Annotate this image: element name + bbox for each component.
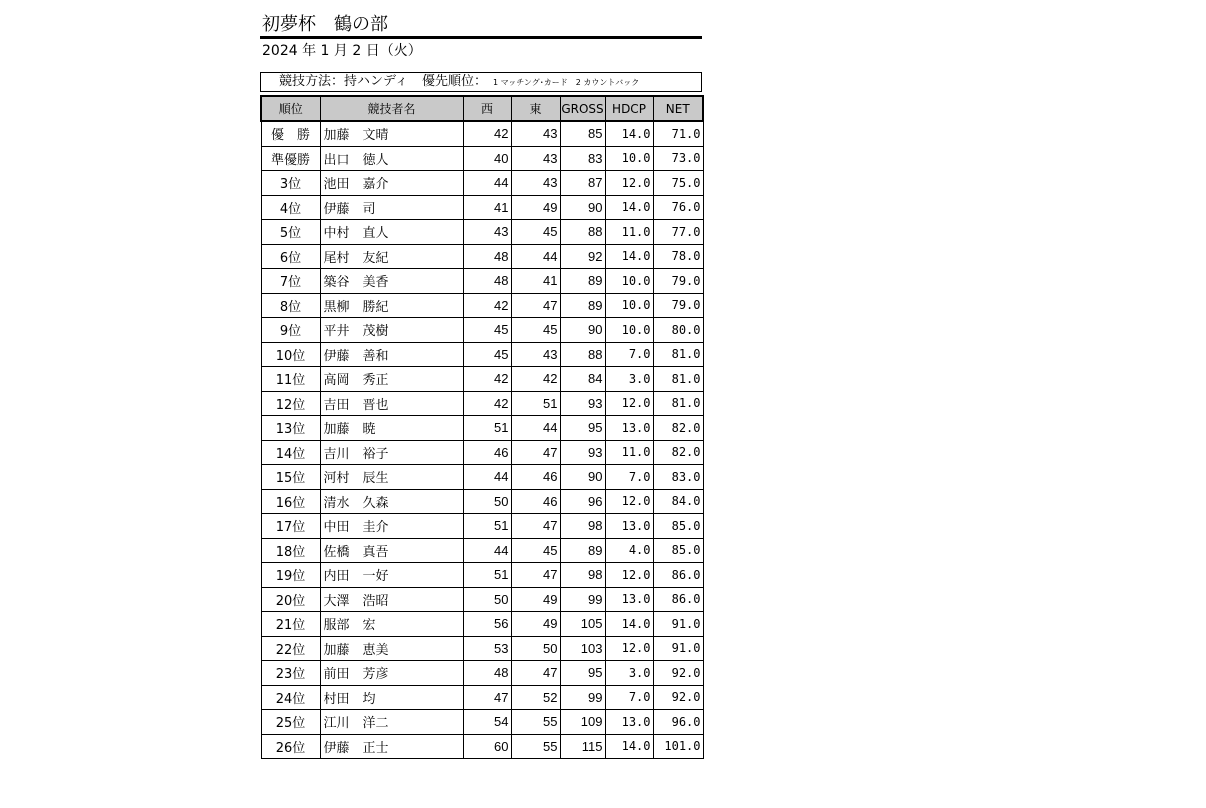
rank-cell: 11位: [261, 367, 320, 392]
header-net: NET: [653, 96, 703, 121]
gross-score-cell: 90: [560, 318, 605, 343]
east-score-cell: 47: [511, 293, 560, 318]
net-score-cell: 91.0: [653, 612, 703, 637]
west-score-cell: 44: [463, 171, 511, 196]
west-score-cell: 44: [463, 538, 511, 563]
table-row: [261, 612, 703, 637]
table-row: [261, 710, 703, 735]
gross-score-cell: 93: [560, 440, 605, 465]
handicap-cell: 3.0: [605, 661, 653, 686]
table-row: [261, 587, 703, 612]
net-score-cell: 81.0: [653, 391, 703, 416]
table-row: [261, 391, 703, 416]
net-score-cell: 79.0: [653, 293, 703, 318]
table-row: [261, 146, 703, 171]
west-score-cell: 53: [463, 636, 511, 661]
name-cell: 大澤 浩昭: [320, 587, 463, 612]
handicap-cell: 13.0: [605, 587, 653, 612]
east-score-cell: 42: [511, 367, 560, 392]
table-row: [261, 367, 703, 392]
rank-cell: 3位: [261, 171, 320, 196]
name-cell: 前田 芳彦: [320, 661, 463, 686]
rank-cell: 18位: [261, 538, 320, 563]
handicap-cell: 14.0: [605, 244, 653, 269]
handicap-cell: 11.0: [605, 440, 653, 465]
net-score-cell: 80.0: [653, 318, 703, 343]
table-row: [261, 121, 703, 146]
west-score-cell: 45: [463, 342, 511, 367]
name-cell: 加藤 暁: [320, 416, 463, 441]
gross-score-cell: 95: [560, 416, 605, 441]
net-score-cell: 79.0: [653, 269, 703, 294]
gross-score-cell: 90: [560, 195, 605, 220]
net-score-cell: 84.0: [653, 489, 703, 514]
table-row: [261, 269, 703, 294]
east-score-cell: 43: [511, 342, 560, 367]
east-score-cell: 49: [511, 612, 560, 637]
net-score-cell: 86.0: [653, 563, 703, 588]
west-score-cell: 40: [463, 146, 511, 171]
table-row: [261, 342, 703, 367]
west-score-cell: 47: [463, 685, 511, 710]
gross-score-cell: 95: [560, 661, 605, 686]
west-score-cell: 48: [463, 244, 511, 269]
rank-cell: 13位: [261, 416, 320, 441]
page-title: 初夢杯 鶴の部: [260, 14, 702, 39]
name-cell: 加藤 文晴: [320, 121, 463, 146]
gross-score-cell: 115: [560, 734, 605, 759]
west-score-cell: 42: [463, 367, 511, 392]
table-row: [261, 416, 703, 441]
results-sheet: [260, 14, 702, 759]
east-score-cell: 44: [511, 244, 560, 269]
net-score-cell: 71.0: [653, 121, 703, 146]
table-row: [261, 563, 703, 588]
west-score-cell: 42: [463, 293, 511, 318]
east-score-cell: 44: [511, 416, 560, 441]
rank-cell: 19位: [261, 563, 320, 588]
name-cell: 村田 均: [320, 685, 463, 710]
west-score-cell: 48: [463, 269, 511, 294]
handicap-cell: 7.0: [605, 342, 653, 367]
rank-cell: 20位: [261, 587, 320, 612]
net-score-cell: 85.0: [653, 514, 703, 539]
east-score-cell: 43: [511, 171, 560, 196]
rank-cell: 22位: [261, 636, 320, 661]
header-gross: GROSS: [560, 96, 605, 121]
handicap-cell: 13.0: [605, 710, 653, 735]
net-score-cell: 101.0: [653, 734, 703, 759]
east-score-cell: 47: [511, 440, 560, 465]
gross-score-cell: 99: [560, 685, 605, 710]
net-score-cell: 81.0: [653, 342, 703, 367]
gross-score-cell: 89: [560, 293, 605, 318]
name-cell: 平井 茂樹: [320, 318, 463, 343]
net-score-cell: 82.0: [653, 440, 703, 465]
method-label: 競技方法：持ハンディ: [279, 74, 408, 89]
net-score-cell: 82.0: [653, 416, 703, 441]
east-score-cell: 47: [511, 514, 560, 539]
rank-cell: 6位: [261, 244, 320, 269]
name-cell: 池田 嘉介: [320, 171, 463, 196]
rank-cell: 21位: [261, 612, 320, 637]
net-score-cell: 92.0: [653, 685, 703, 710]
handicap-cell: 7.0: [605, 685, 653, 710]
header-west: 西: [463, 96, 511, 121]
east-score-cell: 50: [511, 636, 560, 661]
gross-score-cell: 84: [560, 367, 605, 392]
gross-score-cell: 99: [560, 587, 605, 612]
west-score-cell: 46: [463, 440, 511, 465]
east-score-cell: 49: [511, 587, 560, 612]
handicap-cell: 14.0: [605, 195, 653, 220]
name-cell: 築谷 美香: [320, 269, 463, 294]
rank-cell: 優 勝: [261, 121, 320, 146]
rank-cell: 16位: [261, 489, 320, 514]
header-rank: 順位: [261, 96, 320, 121]
west-score-cell: 51: [463, 514, 511, 539]
handicap-cell: 12.0: [605, 489, 653, 514]
gross-score-cell: 105: [560, 612, 605, 637]
net-score-cell: 73.0: [653, 146, 703, 171]
rank-cell: 24位: [261, 685, 320, 710]
name-cell: 吉田 晋也: [320, 391, 463, 416]
east-score-cell: 45: [511, 318, 560, 343]
priority-label: 優先順位：: [421, 74, 487, 89]
table-row: [261, 220, 703, 245]
gross-score-cell: 83: [560, 146, 605, 171]
net-score-cell: 91.0: [653, 636, 703, 661]
west-score-cell: 43: [463, 220, 511, 245]
table-row: [261, 636, 703, 661]
table-row: [261, 661, 703, 686]
east-score-cell: 51: [511, 391, 560, 416]
handicap-cell: 7.0: [605, 465, 653, 490]
net-score-cell: 85.0: [653, 538, 703, 563]
table-row: [261, 734, 703, 759]
rank-cell: 10位: [261, 342, 320, 367]
rank-cell: 4位: [261, 195, 320, 220]
west-score-cell: 50: [463, 587, 511, 612]
name-cell: 内田 一好: [320, 563, 463, 588]
rank-cell: 15位: [261, 465, 320, 490]
table-row: [261, 293, 703, 318]
table-row: [261, 244, 703, 269]
table-row: [261, 489, 703, 514]
name-cell: 伊藤 正士: [320, 734, 463, 759]
handicap-cell: 14.0: [605, 734, 653, 759]
east-score-cell: 45: [511, 538, 560, 563]
east-score-cell: 55: [511, 734, 560, 759]
gross-score-cell: 88: [560, 342, 605, 367]
gross-score-cell: 88: [560, 220, 605, 245]
name-cell: 黒柳 勝紀: [320, 293, 463, 318]
gross-score-cell: 85: [560, 121, 605, 146]
east-score-cell: 43: [511, 146, 560, 171]
net-score-cell: 75.0: [653, 171, 703, 196]
rank-cell: 25位: [261, 710, 320, 735]
west-score-cell: 44: [463, 465, 511, 490]
gross-score-cell: 103: [560, 636, 605, 661]
east-score-cell: 52: [511, 685, 560, 710]
east-score-cell: 41: [511, 269, 560, 294]
name-cell: 加藤 恵美: [320, 636, 463, 661]
net-score-cell: 76.0: [653, 195, 703, 220]
handicap-cell: 12.0: [605, 636, 653, 661]
east-score-cell: 46: [511, 465, 560, 490]
west-score-cell: 51: [463, 416, 511, 441]
west-score-cell: 51: [463, 563, 511, 588]
header-hdcp: HDCP: [605, 96, 653, 121]
handicap-cell: 10.0: [605, 293, 653, 318]
handicap-cell: 12.0: [605, 171, 653, 196]
priority-items: 1 マッチング･カード 2 カウントバック: [492, 78, 640, 87]
net-score-cell: 96.0: [653, 710, 703, 735]
rank-cell: 17位: [261, 514, 320, 539]
name-cell: 河村 辰生: [320, 465, 463, 490]
results-table: [260, 95, 704, 759]
west-score-cell: 45: [463, 318, 511, 343]
rank-cell: 7位: [261, 269, 320, 294]
gross-score-cell: 109: [560, 710, 605, 735]
west-score-cell: 56: [463, 612, 511, 637]
table-row: [261, 195, 703, 220]
handicap-cell: 14.0: [605, 121, 653, 146]
gross-score-cell: 89: [560, 538, 605, 563]
name-cell: 江川 洋二: [320, 710, 463, 735]
name-cell: 中田 圭介: [320, 514, 463, 539]
handicap-cell: 12.0: [605, 563, 653, 588]
gross-score-cell: 87: [560, 171, 605, 196]
table-row: [261, 465, 703, 490]
table-row: [261, 538, 703, 563]
gross-score-cell: 98: [560, 563, 605, 588]
east-score-cell: 47: [511, 563, 560, 588]
rank-cell: 8位: [261, 293, 320, 318]
rank-cell: 5位: [261, 220, 320, 245]
gross-score-cell: 93: [560, 391, 605, 416]
west-score-cell: 42: [463, 391, 511, 416]
handicap-cell: 11.0: [605, 220, 653, 245]
handicap-cell: 10.0: [605, 146, 653, 171]
rank-cell: 12位: [261, 391, 320, 416]
rank-cell: 26位: [261, 734, 320, 759]
rank-cell: 9位: [261, 318, 320, 343]
net-score-cell: 86.0: [653, 587, 703, 612]
table-row: [261, 685, 703, 710]
table-row: [261, 318, 703, 343]
east-score-cell: 55: [511, 710, 560, 735]
name-cell: 中村 直人: [320, 220, 463, 245]
handicap-cell: 14.0: [605, 612, 653, 637]
table-row: [261, 171, 703, 196]
west-score-cell: 50: [463, 489, 511, 514]
west-score-cell: 60: [463, 734, 511, 759]
west-score-cell: 54: [463, 710, 511, 735]
header-name: 競技者名: [320, 96, 463, 121]
rank-cell: 準優勝: [261, 146, 320, 171]
name-cell: 尾村 友紀: [320, 244, 463, 269]
net-score-cell: 77.0: [653, 220, 703, 245]
handicap-cell: 10.0: [605, 269, 653, 294]
rank-cell: 14位: [261, 440, 320, 465]
table-row: [261, 440, 703, 465]
west-score-cell: 42: [463, 121, 511, 146]
gross-score-cell: 92: [560, 244, 605, 269]
gross-score-cell: 98: [560, 514, 605, 539]
east-score-cell: 43: [511, 121, 560, 146]
east-score-cell: 45: [511, 220, 560, 245]
name-cell: 出口 徳人: [320, 146, 463, 171]
competition-method-box: [260, 72, 702, 92]
table-row: [261, 514, 703, 539]
gross-score-cell: 96: [560, 489, 605, 514]
east-score-cell: 47: [511, 661, 560, 686]
handicap-cell: 13.0: [605, 416, 653, 441]
event-date: 2024 年 1 月 2 日（火）: [262, 43, 422, 59]
east-score-cell: 49: [511, 195, 560, 220]
rank-cell: 23位: [261, 661, 320, 686]
gross-score-cell: 90: [560, 465, 605, 490]
name-cell: 佐橋 真吾: [320, 538, 463, 563]
handicap-cell: 4.0: [605, 538, 653, 563]
west-score-cell: 48: [463, 661, 511, 686]
name-cell: 伊藤 司: [320, 195, 463, 220]
name-cell: 服部 宏: [320, 612, 463, 637]
handicap-cell: 12.0: [605, 391, 653, 416]
header-east: 東: [511, 96, 560, 121]
handicap-cell: 13.0: [605, 514, 653, 539]
name-cell: 吉川 裕子: [320, 440, 463, 465]
net-score-cell: 78.0: [653, 244, 703, 269]
name-cell: 清水 久森: [320, 489, 463, 514]
east-score-cell: 46: [511, 489, 560, 514]
west-score-cell: 41: [463, 195, 511, 220]
handicap-cell: 3.0: [605, 367, 653, 392]
net-score-cell: 92.0: [653, 661, 703, 686]
handicap-cell: 10.0: [605, 318, 653, 343]
name-cell: 伊藤 善和: [320, 342, 463, 367]
net-score-cell: 83.0: [653, 465, 703, 490]
gross-score-cell: 89: [560, 269, 605, 294]
net-score-cell: 81.0: [653, 367, 703, 392]
name-cell: 高岡 秀正: [320, 367, 463, 392]
table-header-row: [261, 96, 703, 121]
